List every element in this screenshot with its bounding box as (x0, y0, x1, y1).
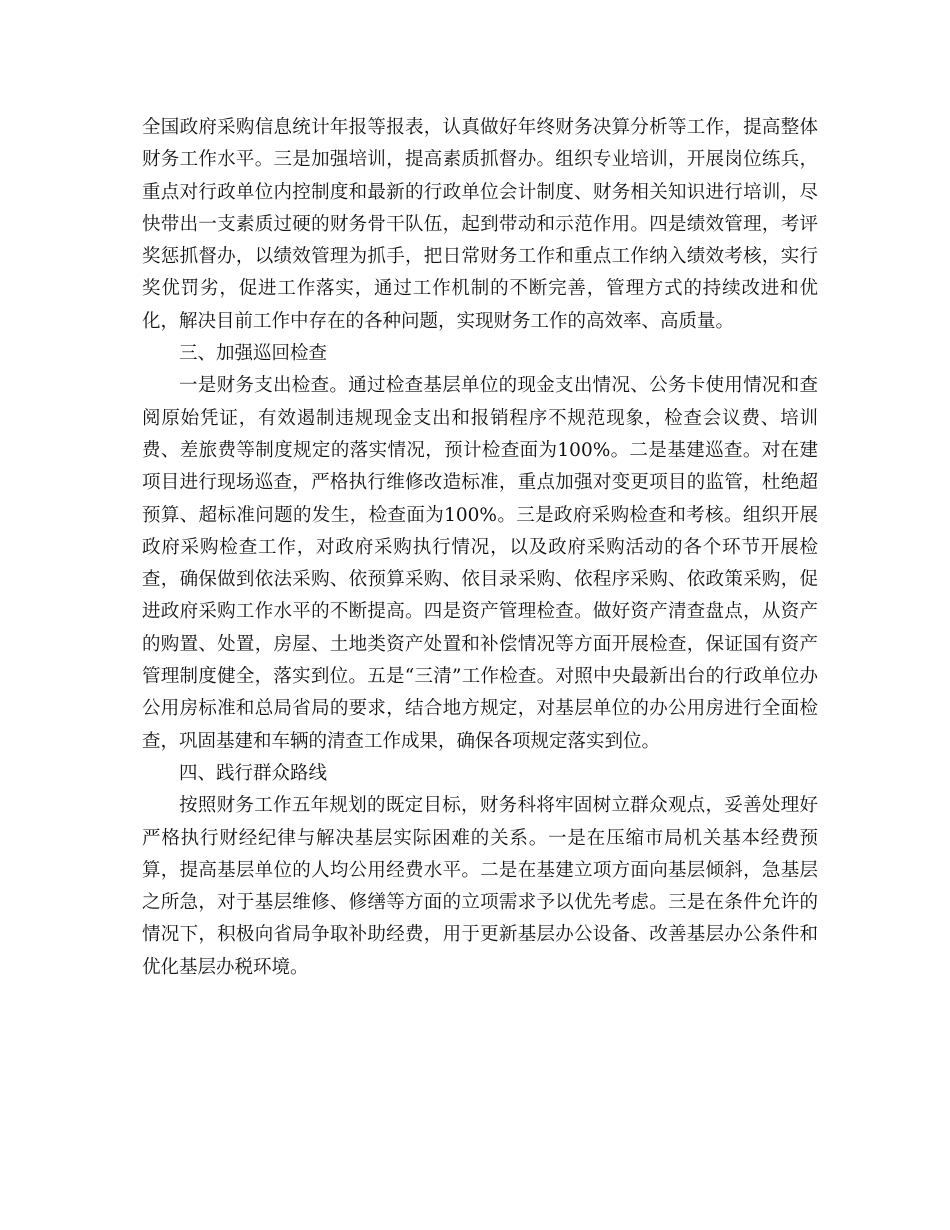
paragraph-mass-line: 按照财务工作五年规划的既定目标，财务科将牢固树立群众观点，妥善处理好严格执行财经纪律与解决基层实际困难的关系。一是在压缩市局机关基本经费预算，提高基层单位的人均公用经费水平。二是在基建立项方面向基层倾斜，急基层之所急，对于基层维修、修缮等方面的立项需求予以优先考虑。三是在条件允许的情况下，积极向省局争取补助经费，用于更新基层办公设备、改善基层办公条件和优化基层办税环境。 (142, 795, 818, 978)
paragraph-inspection: 一是财务支出检查。通过检查基层单位的现金支出情况、公务卡使用情况和查阅原始凭证，有效遏制违规现金支出和报销程序不规范现象，检查会议费、培训费、差旅费等制度规定的落实情况，预计检查面为100%。二是基建巡查。对在建项目进行现场巡查，严格执行维修改造标准，重点加强对变更项目的监管，杜绝超预算、超标准问题的发生，检查面为100%。三是政府采购检查和考核。组织开展政府采购检查工作，对政府采购执行情况，以及政府采购活动的各个环节开展检查，确保做到依法采购、依预算采购、依目录采购、依程序采购、依政策采购，促进政府采购工作水平的不断提高。四是资产管理检查。做好资产清查盘点，从资产的购置、处置，房屋、土地类资产处置和补偿情况等方面开展检查，保证国有资产管理制度健全，落实到位。五是“三清”工作检查。对照中央最新出台的行政单位办公用房标准和总局省局的要求，结合地方规定，对基层单位的办公用房进行全面检查，巩固基建和车辆的清查工作成果，确保各项规定落实到位。 (142, 375, 818, 752)
document-body (142, 112, 818, 984)
section-heading-mass-line: 四、践行群众路线 (179, 762, 328, 784)
section-heading-inspection: 三、加强巡回检查 (179, 343, 328, 365)
paragraph-finance-training: 全国政府采购信息统计年报等报表，认真做好年终财务决算分析等工作，提高整体财务工作水平。三是加强培训，提高素质抓督办。组织专业培训，开展岗位练兵，重点对行政单位内控制度和最新的行政单位会计制度、财务相关知识进行培训，尽快带出一支素质过硬的财务骨干队伍，起到带动和示范作用。四是绩效管理，考评奖惩抓督办，以绩效管理为抓手，把日常财务工作和重点工作纳入绩效考核，实行奖优罚劣，促进工作落实，通过工作机制的不断完善，管理方式的持续改进和优化，解决目前工作中存在的各种问题，实现财务工作的高效率、高质量。 (142, 117, 818, 332)
